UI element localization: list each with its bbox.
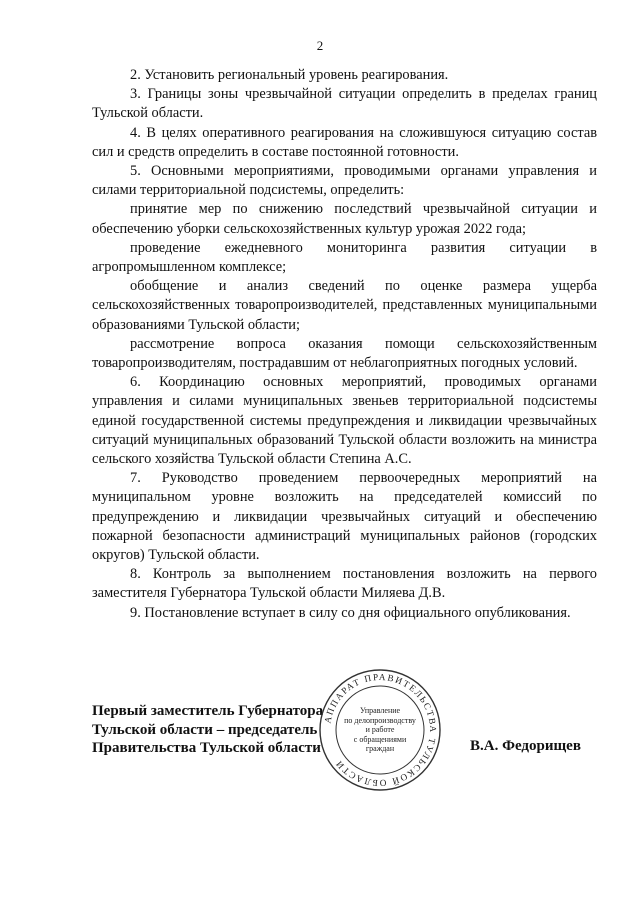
paragraph-5-item-2: проведение ежедневного мониторинга развития ситуации в агропромышленном комплексе; <box>92 239 597 276</box>
stamp-line: Управление <box>359 706 401 716</box>
paragraph-5-item-4: рассмотрение вопроса оказания помощи сельскохозяйственным товаропроизводителям, пострадавшим от неблагоприятных погодных условий. <box>92 335 597 372</box>
signature-title-line: Тульской области – председатель <box>92 721 318 738</box>
page-number: 2 <box>316 38 324 53</box>
paragraph-9: 9. Постановление вступает в силу со дня официального опубликования. <box>130 604 571 621</box>
signature-title <box>92 702 323 758</box>
signatory-name: В.А. Федорищев <box>470 738 581 754</box>
paragraph-5-item-3: обобщение и анализ сведений по оценке размера ущерба сельскохозяйственных товаропроизводителей, представленных муниципальными образованиями Тульской области; <box>92 278 597 333</box>
paragraph-4: 4. В целях оперативного реагирования на сложившуюся ситуацию состав сил и средств определить в составе постоянной готовности. <box>92 124 597 160</box>
official-stamp <box>318 668 442 792</box>
paragraph-6: 6. Координацию основных мероприятий, проводимых органами управления и силами муниципальных звеньев территориальной подсистемы единой государственной системы предупреждения и ликвидации чрезвычайных ситуаций муниципальных образований Тульской области возложить на министра сельского хозяйства Тульской области Степина А.С. <box>92 374 597 468</box>
stamp-inner-text <box>338 688 422 772</box>
stamp-line: и работе <box>365 725 395 735</box>
stamp-line: граждан <box>365 744 395 754</box>
paragraph-8: 8. Контроль за выполнением постановления возложить на первого заместителя Губернатора Тульской области Миляева Д.В. <box>92 566 597 602</box>
signature-title-line: Правительства Тульской области <box>92 740 321 756</box>
paragraph-5-item-1: принятие мер по снижению последствий чрезвычайной ситуации и обеспечению уборки сельскохозяйственных культур урожая 2022 года; <box>92 201 597 237</box>
paragraph-7: 7. Руководство проведением первоочередных мероприятий на муниципальном уровне возложить на председателей комиссий по предупреждению и ликвидации чрезвычайных ситуаций и обеспечению пожарной безопасности администраций муниципальных районов (городских округов) Тульской области. <box>92 470 597 564</box>
paragraph-5: 5. Основными мероприятиями, проводимыми органами управления и силами территориальной подсистемы, определить: <box>92 163 597 199</box>
stamp-line: с обращениями <box>353 734 407 744</box>
signature-title-line: Первый заместитель Губернатора <box>92 703 324 719</box>
stamp-line: по делопроизводству <box>344 715 416 725</box>
document-body <box>92 66 597 623</box>
stamp-ring-text: АППАРАТ ПРАВИТЕЛЬСТВА ТУЛЬСКОЙ ОБЛАСТИ <box>322 671 439 789</box>
paragraph-3: 3. Границы зоны чрезвычайной ситуации определить в пределах границ Тульской области. <box>92 86 597 122</box>
paragraph-2: 2. Установить региональный уровень реагирования. <box>130 67 449 83</box>
